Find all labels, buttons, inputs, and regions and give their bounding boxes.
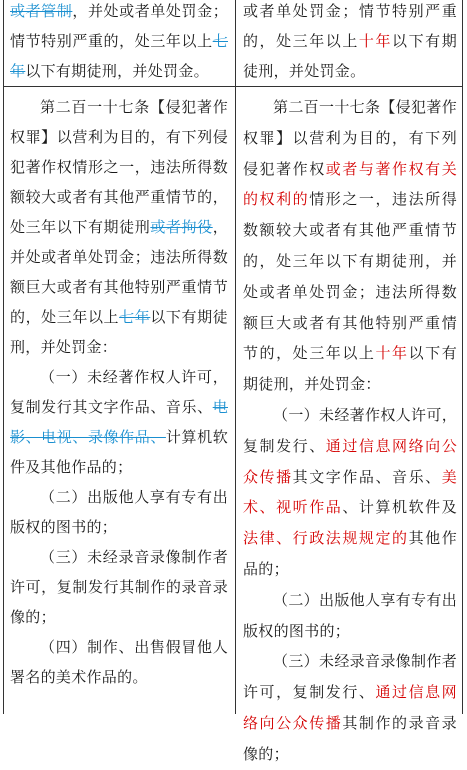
text-segment: 其制作的录音录像的； [243, 713, 457, 763]
new-paragraph-top [243, 0, 457, 86]
new-text-cell-article-217 [243, 92, 457, 770]
added-text: 通过信息网络向公众传播 [243, 683, 457, 732]
new-article-217-body [243, 92, 457, 400]
text-segment: （一）未经著作权人许可，复制发行其文字作品、音乐、 [10, 368, 228, 416]
text-segment: 以下有期徒刑，并处罚金。 [25, 62, 209, 80]
new-item-1 [243, 400, 457, 585]
added-text: 十年 [375, 344, 409, 363]
text-segment: 计算机软件及其他作品的； [10, 428, 228, 476]
old-item-3: （三）未经录音录像制作者许可，复制发行其制作的录音录像的； [10, 548, 228, 626]
text-segment: 、计算机软件及 [342, 498, 457, 517]
old-text-cell-top [10, 0, 228, 86]
text-segment: 以下有期徒刑，并处罚金： [10, 308, 228, 356]
deleted-text: 电影、电视、录像作品、 [10, 398, 228, 446]
text-segment: 或者单处罚金；情节特别严重的，处三年以上 [243, 2, 457, 50]
text-segment: （一）未经著作权人许可，复制发行、 [243, 405, 457, 455]
old-paragraph-top [10, 0, 228, 86]
added-text: 或者与著作权有关的权利的 [243, 159, 457, 209]
old-text-cell-article-217 [10, 92, 228, 692]
deleted-text: 或者拘役 [150, 218, 213, 236]
text-segment: （三）未经录音录像制作者许可，复制发行、 [243, 652, 457, 702]
deleted-text: 或者管制 [10, 2, 73, 20]
text-segment: 第二百一十七条【侵犯著作权罪】以营利为目的，有下列侵犯著作权情形之一，违法所得数额较大或者有其他严重情节的，处三年以下有期徒刑 [10, 98, 228, 236]
text-segment: 第二百一十七条【侵犯著作权罪】以营利为目的，有下列侵犯著作权 [243, 98, 457, 178]
old-item-4: （四）制作、出售假冒他人署名的美术作品的。 [10, 638, 228, 686]
column-divider [235, 0, 236, 714]
deleted-text: 七年 [10, 32, 228, 80]
text-segment: 以下有期徒刑，并处罚金。 [243, 32, 458, 80]
text-segment: 其他作品的； [243, 529, 457, 578]
text-segment: ，并处或者单处罚金；违法所得数额巨大或者有其他特别严重情节的，处三年以上 [10, 218, 229, 326]
added-text: 美术、视听作品 [243, 467, 457, 517]
text-segment: 以下有期徒刑，并处罚金： [243, 344, 457, 394]
added-text: 通过信息网络向公众传播 [243, 436, 457, 486]
new-item-3 [243, 646, 457, 769]
old-item-2: （二）出版他人享有专有出版权的图书的； [10, 488, 228, 536]
text-segment: ，并处或者单处罚金；情节特别严重的，处三年以上 [10, 2, 228, 50]
new-text-cell-top [243, 0, 457, 86]
text-segment: 情形之一，违法所得数额较大或者有其他严重情节的，处三年以下有期徒刑，并处或者单处罚金；违法所得数额巨大或者有其他特别严重情节的，处三年以上 [243, 190, 457, 363]
old-item-1 [10, 362, 228, 482]
row-divider [4, 86, 462, 87]
comparison-table [3, 0, 463, 763]
deleted-text: 七年 [119, 308, 151, 326]
added-text: 十年 [358, 32, 393, 50]
text-segment: 其文字作品、音乐、 [292, 467, 442, 486]
new-item-2: （二）出版他人享有专有出版权的图书的； [243, 590, 457, 640]
added-text: 法律、行政法规规定的 [243, 529, 409, 548]
old-article-217-body [10, 92, 228, 362]
